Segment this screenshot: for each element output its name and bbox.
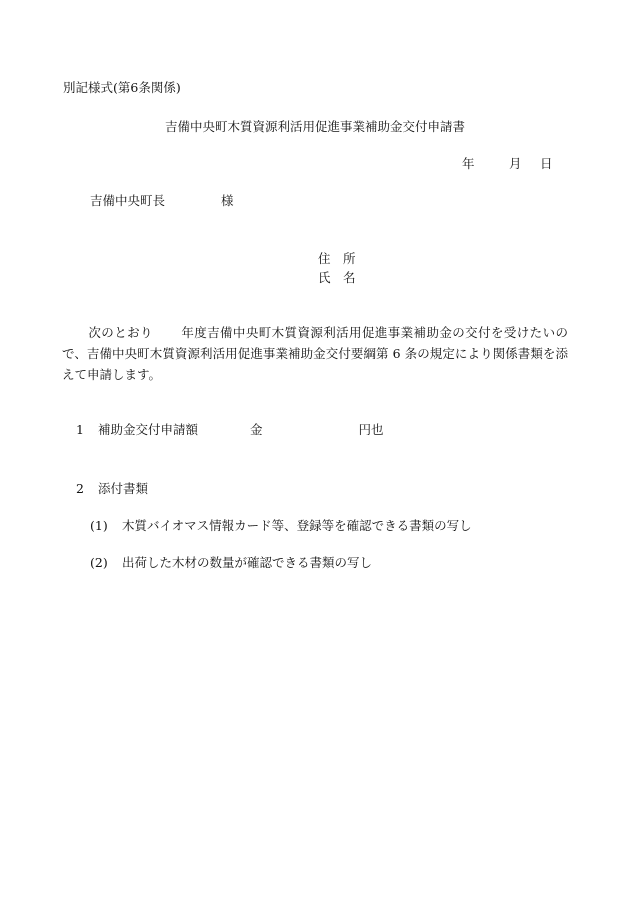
date-month: 月 xyxy=(509,156,522,171)
amount-prefix: 金 xyxy=(250,422,263,437)
date-line xyxy=(462,158,553,171)
date-day: 日 xyxy=(540,156,553,171)
amount-suffix: 円也 xyxy=(358,422,384,437)
item-number: 1 xyxy=(76,422,84,437)
document-title: 吉備中央町木質資源利活用促進事業補助金交付申請書 xyxy=(164,119,465,134)
item-number: 2 xyxy=(76,481,84,496)
addressee-honorific: 様 xyxy=(221,193,234,208)
attachment-text: 出荷した木材の数量が確認できる書類の写し xyxy=(122,555,373,570)
applicant-name-label: 氏 名 xyxy=(318,270,356,285)
attachment-text: 木質バイオマス情報カード等、登録等を確認できる書類の写し xyxy=(122,518,472,533)
item-label: 添付書類 xyxy=(98,481,149,496)
attachment-item xyxy=(90,520,472,533)
attachment-number: (2) xyxy=(90,555,108,570)
item-label: 補助金交付申請額 xyxy=(98,422,199,437)
item-subsidy-amount xyxy=(76,424,384,437)
form-label: 別記様式(第6条関係) xyxy=(63,80,181,95)
body-part1: 次のとおり xyxy=(88,325,153,340)
addressee-name: 吉備中央町長 xyxy=(90,193,166,208)
applicant-address-label: 住 所 xyxy=(318,251,356,266)
item-attachments xyxy=(76,483,148,496)
body-part2: 年度吉備中央町木質資源利活用促進事業補助金の交付を受けたいので、吉備中央町木質資源利活用促進事業補助金交付要綱第 6 条の規定により関係書類を添えて申請します。 xyxy=(62,325,568,382)
application-body xyxy=(62,322,568,385)
date-year: 年 xyxy=(462,156,475,171)
attachment-number: (1) xyxy=(90,518,108,533)
attachment-item xyxy=(90,557,372,570)
addressee-line xyxy=(90,195,234,208)
